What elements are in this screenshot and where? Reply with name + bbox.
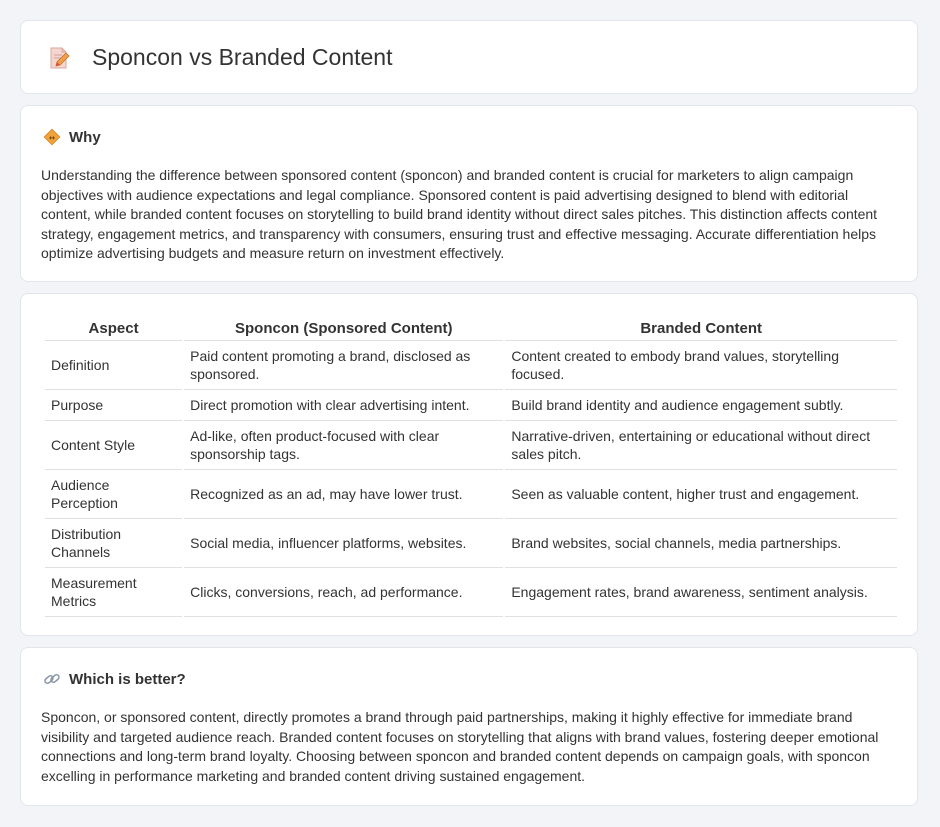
better-heading: Which is better?: [69, 670, 186, 688]
table-header-row: [45, 315, 897, 341]
better-heading-row: [43, 670, 186, 688]
table-cell-sponcon: Social media, influencer platforms, websites.: [184, 519, 503, 568]
table-cell-aspect: Audience Perception: [45, 470, 182, 519]
why-heading-row: [43, 128, 101, 146]
table-cell-branded: Seen as valuable content, higher trust and engagement.: [505, 470, 897, 519]
table-cell-sponcon: Ad-like, often product-focused with clear sponsorship tags.: [184, 421, 503, 470]
diamond-sign-icon: [43, 128, 61, 146]
table-cell-branded: Narrative-driven, entertaining or educational without direct sales pitch.: [505, 421, 897, 470]
table-row: [45, 470, 897, 519]
table-row: [45, 421, 897, 470]
table-cell-aspect: Content Style: [45, 421, 182, 470]
table-cell-branded: Brand websites, social channels, media partnerships.: [505, 519, 897, 568]
table-cell-branded: Build brand identity and audience engagement subtly.: [505, 390, 897, 421]
table-row: [45, 568, 897, 617]
table-cell-sponcon: Paid content promoting a brand, disclosed as sponsored.: [184, 341, 503, 390]
table-cell-sponcon: Direct promotion with clear advertising intent.: [184, 390, 503, 421]
table-cell-aspect: Definition: [45, 341, 182, 390]
better-text: Sponcon, or sponsored content, directly promotes a brand through paid partnerships, making it highly effective for immediate brand visibility and targeted audience reach. Branded content focuses on storytelling that aligns with brand values, fostering deeper emotional connections and long-term brand loyalty. Choosing between sponcon and branded content depends on campaign goals, with sponcon excelling in performance marketing and branded content driving sustained engagement.: [41, 709, 879, 784]
column-header-branded: Branded Content: [505, 315, 897, 341]
table-cell-branded: Content created to embody brand values, storytelling focused.: [505, 341, 897, 390]
which-better-section: [20, 647, 918, 806]
table-cell-aspect: Measurement Metrics: [45, 568, 182, 617]
table-cell-aspect: Distribution Channels: [45, 519, 182, 568]
why-text: Understanding the difference between sponsored content (sponcon) and branded content is crucial for marketers to align campaign objectives with audience expectations and legal compliance. Sponsored content is paid advertising designed to blend with editorial content, while branded content focuses on storytelling to build brand identity without direct sales pitches. This distinction affects content strategy, engagement metrics, and transparency with consumers, ensuring trust and effective messaging. Accurate differentiation helps optimize advertising budgets and measure return on investment effectively.: [41, 167, 878, 262]
document-pencil-icon: [47, 46, 71, 70]
title-card: [20, 20, 918, 94]
table-row: [45, 341, 897, 390]
table-cell-aspect: Purpose: [45, 390, 182, 421]
page-title: Sponcon vs Branded Content: [92, 44, 393, 70]
table-row: [45, 390, 897, 421]
table-cell-sponcon: Recognized as an ad, may have lower trust.: [184, 470, 503, 519]
column-header-sponcon: Sponcon (Sponsored Content): [184, 315, 503, 341]
svg-text:↔: ↔: [49, 134, 55, 142]
column-header-aspect: Aspect: [45, 315, 182, 341]
link-icon: [43, 670, 61, 688]
why-section: [20, 105, 918, 282]
table-cell-branded: Engagement rates, brand awareness, sentiment analysis.: [505, 568, 897, 617]
table-cell-sponcon: Clicks, conversions, reach, ad performance.: [184, 568, 503, 617]
table-row: [45, 519, 897, 568]
why-heading: Why: [69, 128, 101, 146]
comparison-card: [20, 293, 918, 636]
comparison-table: [43, 315, 899, 617]
